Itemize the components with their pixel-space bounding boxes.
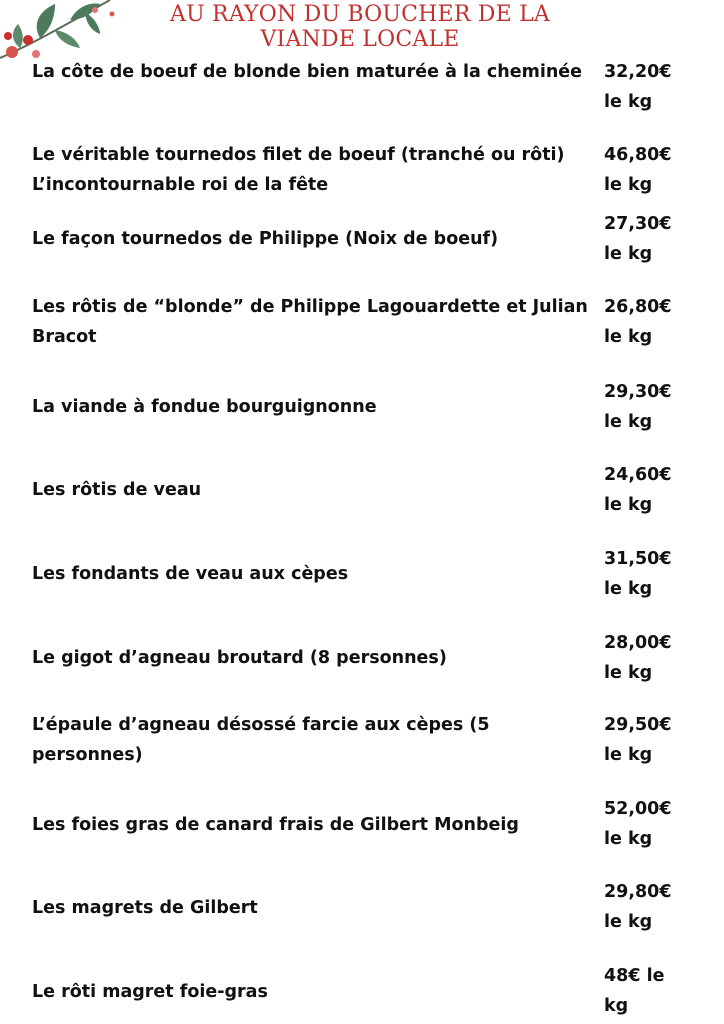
menu-item-price: 27,30€ le kg [604, 214, 672, 264]
menu-item-name: Les rôtis de “blonde” de Philippe Lagouardette et Julian Bracot [32, 297, 588, 347]
menu-item-price: 24,60€ le kg [604, 465, 672, 515]
menu-item-name: Les magrets de Gilbert [32, 898, 258, 918]
menu-item-name: Le gigot d’agneau broutard (8 personnes) [32, 648, 447, 668]
title-line-2: VIANDE LOCALE [260, 27, 460, 52]
menu-item-name: Le véritable tournedos filet de boeuf (tranché ou rôti) L’incontournable roi de la fête [32, 145, 565, 195]
menu-item-name: Le façon tournedos de Philippe (Noix de boeuf) [32, 229, 499, 249]
menu-item-name: La côte de boeuf de blonde bien maturée à la cheminée [32, 62, 583, 82]
menu-item-price: 29,30€ le kg [604, 382, 672, 432]
menu-item-name: Les fondants de veau aux cèpes [32, 564, 349, 584]
menu-item-price: 26,80€ le kg [604, 297, 672, 347]
menu-item-price: 28,00€ le kg [604, 633, 672, 683]
menu-item-price: 29,50€ le kg [604, 715, 672, 765]
menu-item-name: L’épaule d’agneau désossé farcie aux cèpes (5 personnes) [32, 715, 490, 765]
menu-item-price: 32,20€ le kg [604, 62, 672, 112]
page-title [140, 2, 580, 52]
menu-item-price: 48€ le kg [604, 966, 665, 1016]
menu-item-name: Le rôti magret foie-gras [32, 982, 268, 1002]
menu-item-name: Les foies gras de canard frais de Gilbert Monbeig [32, 815, 519, 835]
menu-item-price: 46,80€ le kg [604, 145, 672, 195]
title-line-1: AU RAYON DU BOUCHER DE LA [170, 2, 550, 27]
menu-item-price: 52,00€ le kg [604, 799, 672, 849]
menu-item-name: La viande à fondue bourguignonne [32, 397, 377, 417]
menu-item-name: Les rôtis de veau [32, 480, 202, 500]
menu-item-price: 29,80€ le kg [604, 882, 672, 932]
menu-item-price: 31,50€ le kg [604, 549, 672, 599]
